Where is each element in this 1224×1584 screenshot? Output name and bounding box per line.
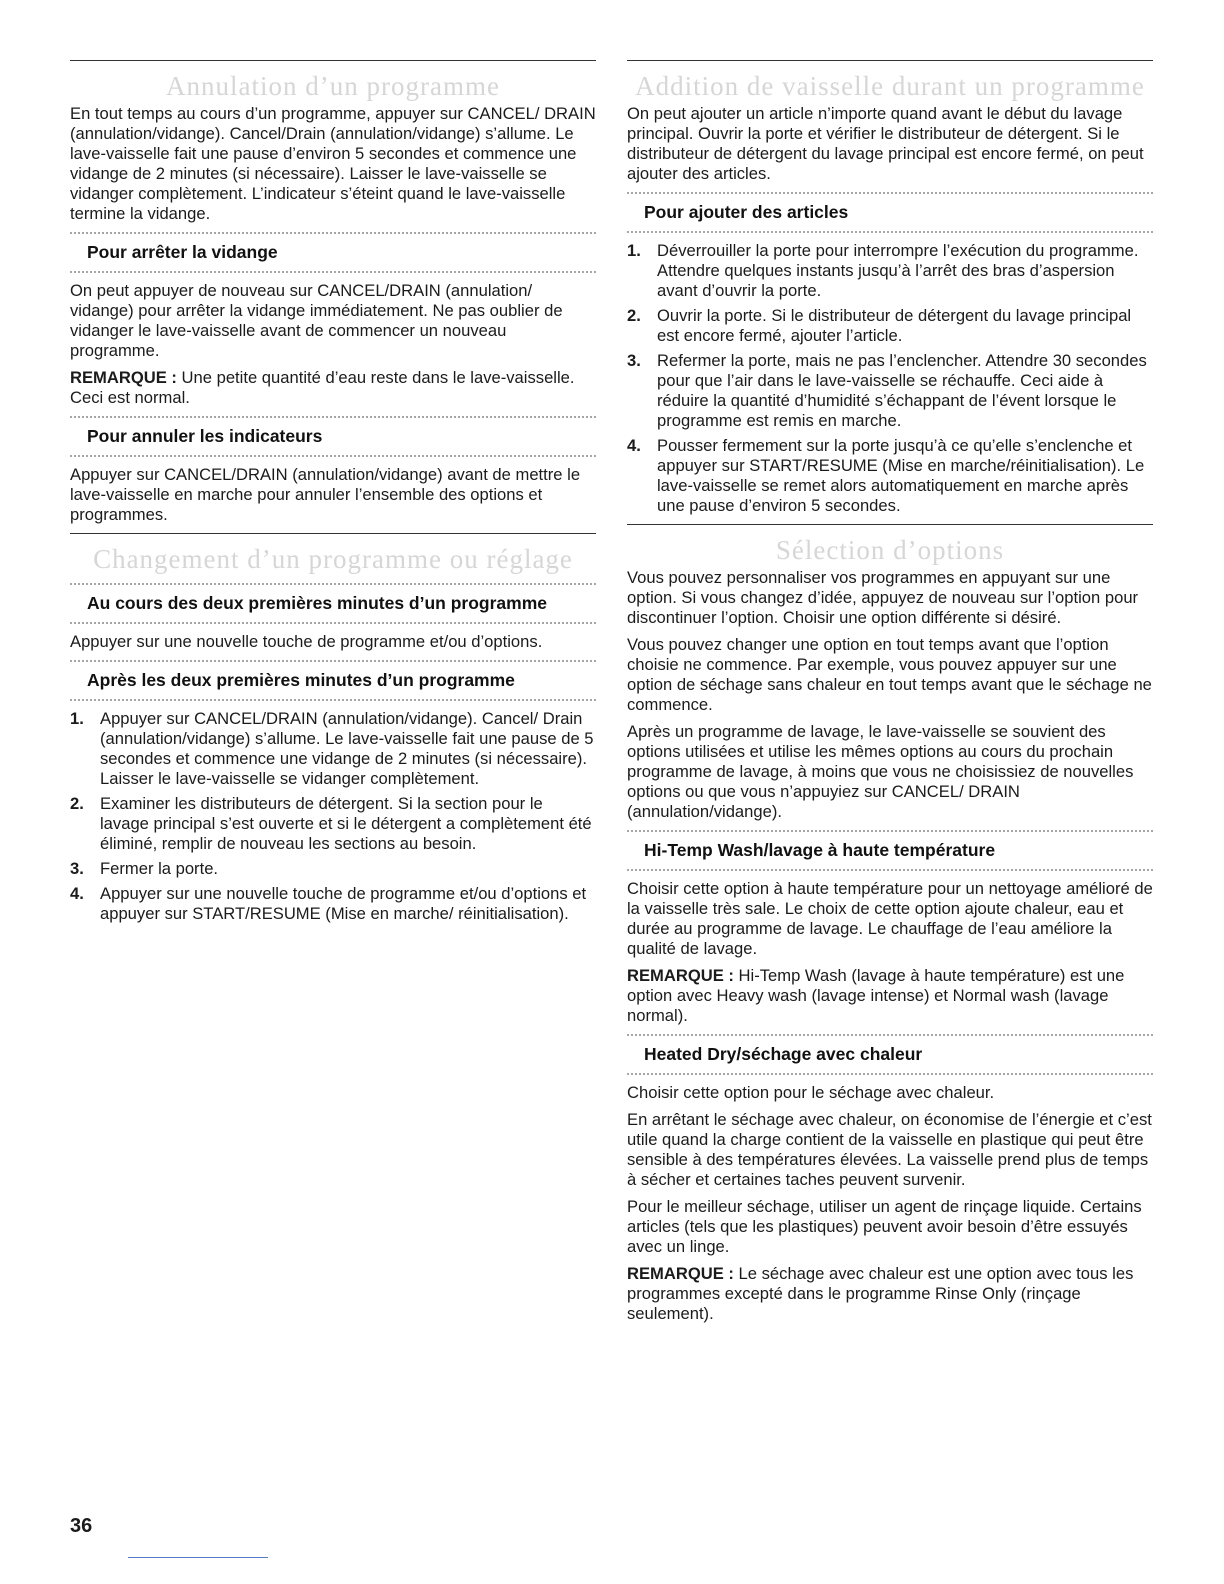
steps-list <box>627 241 1153 516</box>
dotted-divider <box>627 1034 1153 1036</box>
dotted-divider <box>70 699 596 701</box>
paragraph: Appuyer sur CANCEL/DRAIN (annulation/vidange) avant de mettre le lave-vaisselle en marche pour annuler l’ensemble des options et programmes. <box>70 465 581 524</box>
step-number: 1. <box>70 709 84 728</box>
subheading-heated-dry: Heated Dry/séchage avec chaleur <box>644 1044 923 1064</box>
right-column <box>627 60 1153 1331</box>
step-number: 3. <box>627 351 641 370</box>
paragraph: Pour le meilleur séchage, utiliser un agent de rinçage liquide. Certains articles (tels que les plastiques) peuvent avoir besoin d’être essuyés avec un linge. <box>627 1197 1142 1256</box>
left-column <box>70 60 596 929</box>
list-item <box>627 351 1153 431</box>
step-text: Examiner les distributeurs de détergent. Si la section pour le lavage principal s’est ouverte et si le détergent a complètement été éliminé, remplir de nouveau les sections au besoin. <box>100 794 592 853</box>
top-rule <box>627 60 1153 61</box>
subheading-apres-minutes: Après les deux premières minutes d’un programme <box>87 670 515 690</box>
step-number: 3. <box>70 859 84 878</box>
paragraph: Appuyer sur une nouvelle touche de programme et/ou d’options. <box>70 632 543 651</box>
note-text: Le séchage avec chaleur est une option avec tous les programmes excepté dans le programme Rinse Only (rinçage seulement). <box>627 1264 1134 1323</box>
subheading-ajouter-articles: Pour ajouter des articles <box>644 202 849 222</box>
dotted-divider <box>70 416 596 418</box>
section-rule <box>627 524 1153 525</box>
step-text: Appuyer sur CANCEL/DRAIN (annulation/vidange). Cancel/ Drain (annulation/vidange) s’allume. Le lave-vaisselle fait une pause de 5 secondes et commence une vidange de 2 minutes (si nécessaire). Laisser le lave-vaisselle se vidanger complètement. <box>100 709 594 788</box>
note-text: Hi-Temp Wash (lavage à haute température) est une option avec Heavy wash (lavage intense) et Normal wash (lavage normal). <box>627 966 1125 1025</box>
paragraph: En tout temps au cours d’un programme, appuyer sur CANCEL/ DRAIN (annulation/vidange). Cancel/Drain (annulation/vidange) s’allume. Le lave-vaisselle fait une pause d’environ 5 secondes et commence une vidange de 2 minutes (si nécessaire). Laisser le lave-vaisselle se vidanger complètement. L’indicateur s’éteint quand le lave-vaisselle termine la vidange. <box>70 104 596 223</box>
step-number: 2. <box>627 306 641 325</box>
section-title-annulation: Annulation d’un programme <box>166 71 500 101</box>
section-rule <box>70 533 596 534</box>
note-label: REMARQUE : <box>627 1264 734 1283</box>
dotted-divider <box>70 271 596 273</box>
note-label: REMARQUE : <box>627 966 734 985</box>
step-text: Pousser fermement sur la porte jusqu’à ce qu’elle s’enclenche et appuyer sur START/RESUME (Mise en marche/réinitialisation). Le lave-vaisselle se remet alors automatiquement en marche après une pause d’environ 5 secondes. <box>657 436 1145 515</box>
step-text: Appuyer sur une nouvelle touche de programme et/ou d’options et appuyer sur START/RESUME (Mise en marche/ réinitialisation). <box>100 884 587 923</box>
paragraph: Vous pouvez changer une option en tout temps avant que l’option choisie ne commence. Par exemple, vous pouvez appuyer sur une option de séchage sans chaleur en tout temps avant que le séchage ne commence. <box>627 635 1152 714</box>
top-rule <box>70 60 596 61</box>
note-paragraph <box>627 966 1153 1026</box>
step-text: Refermer la porte, mais ne pas l’enclencher. Attendre 30 secondes pour que l’air dans le lave-vaisselle se réchauffe. Ceci aide à réduire la quantité d’humidité s’échappant de l’évent lorsque le programme est remis en marche. <box>657 351 1147 430</box>
step-text: Ouvrir la porte. Si le distributeur de détergent du lavage principal est encore fermé, ajouter l’article. <box>657 306 1132 345</box>
note-text: Une petite quantité d’eau reste dans le lave-vaisselle. Ceci est normal. <box>70 368 575 407</box>
note-paragraph <box>70 368 596 408</box>
section-title-changement: Changement d’un programme ou réglage <box>93 544 573 574</box>
list-item <box>70 794 596 854</box>
step-text: Déverrouiller la porte pour interrompre l’exécution du programme. Attendre quelques instants jusqu’à l’arrêt des bras d’aspersion avant d’ouvrir la porte. <box>657 241 1139 300</box>
subheading-hi-temp-wash: Hi-Temp Wash/lavage à haute température <box>644 840 996 860</box>
footer-line <box>128 1557 268 1558</box>
step-number: 1. <box>627 241 641 260</box>
dotted-divider <box>70 622 596 624</box>
steps-list <box>70 709 596 924</box>
dotted-divider <box>70 232 596 234</box>
paragraph: Après un programme de lavage, le lave-vaisselle se souvient des options utilisées et utilise les mêmes options au cours du prochain programme de lavage, à moins que vous ne choisissiez de nouvelles options ou que vous n’appuyiez sur CANCEL/ DRAIN (annulation/vidange). <box>627 722 1134 821</box>
paragraph: Choisir cette option pour le séchage avec chaleur. <box>627 1083 995 1102</box>
step-number: 4. <box>627 436 641 455</box>
dotted-divider <box>627 1073 1153 1075</box>
note-label: REMARQUE : <box>70 368 177 387</box>
paragraph: Choisir cette option à haute température pour un nettoyage amélioré de la vaisselle très sale. Le choix de cette option ajoute chaleur, eau et durée au programme de lavage. Le chauffage de l’eau améliore la qualité de lavage. <box>627 879 1153 958</box>
list-item <box>70 709 596 789</box>
paragraph: On peut ajouter un article n’importe quand avant le début du lavage principal. Ouvrir la porte et vérifier le distributeur de détergent. Si le distributeur de détergent du lavage principal est encore fermé, on peut ajouter des articles. <box>627 104 1144 183</box>
step-text: Fermer la porte. <box>100 859 219 878</box>
subheading-arreter-vidange: Pour arrêter la vidange <box>87 242 278 262</box>
section-title-addition: Addition de vaisselle durant un programme <box>635 71 1145 101</box>
subheading-annuler-indicateurs: Pour annuler les indicateurs <box>87 426 323 446</box>
paragraph: En arrêtant le séchage avec chaleur, on économise de l’énergie et c’est utile quand la charge contient de la vaisselle en plastique qui peut être sensible à des températures élevées. La vaisselle prend plus de temps à sécher et certaines taches peuvent survenir. <box>627 1110 1152 1189</box>
list-item <box>627 436 1153 516</box>
section-title-selection-options: Sélection d’options <box>775 535 1005 565</box>
dotted-divider <box>627 192 1153 194</box>
list-item <box>70 884 596 924</box>
dotted-divider <box>627 231 1153 233</box>
dotted-divider <box>627 869 1153 871</box>
step-number: 2. <box>70 794 84 813</box>
dotted-divider <box>627 830 1153 832</box>
note-paragraph <box>627 1264 1153 1324</box>
list-item <box>627 306 1153 346</box>
subheading-premieres-minutes: Au cours des deux premières minutes d’un programme <box>87 593 547 613</box>
paragraph: On peut appuyer de nouveau sur CANCEL/DRAIN (annulation/ vidange) pour arrêter la vidange immédiatement. Ne pas oublier de vidanger le lave-vaisselle avant de commencer un nouveau programme. <box>70 281 563 360</box>
dotted-divider <box>70 583 596 585</box>
step-number: 4. <box>70 884 84 903</box>
dotted-divider <box>70 455 596 457</box>
dotted-divider <box>70 660 596 662</box>
paragraph: Vous pouvez personnaliser vos programmes en appuyant sur une option. Si vous changez d’idée, appuyez de nouveau sur l’option pour discontinuer l’option. Choisir une option différente si désiré. <box>627 568 1139 627</box>
list-item <box>627 241 1153 301</box>
page-number: 36 <box>70 1515 93 1537</box>
list-item <box>70 859 596 879</box>
